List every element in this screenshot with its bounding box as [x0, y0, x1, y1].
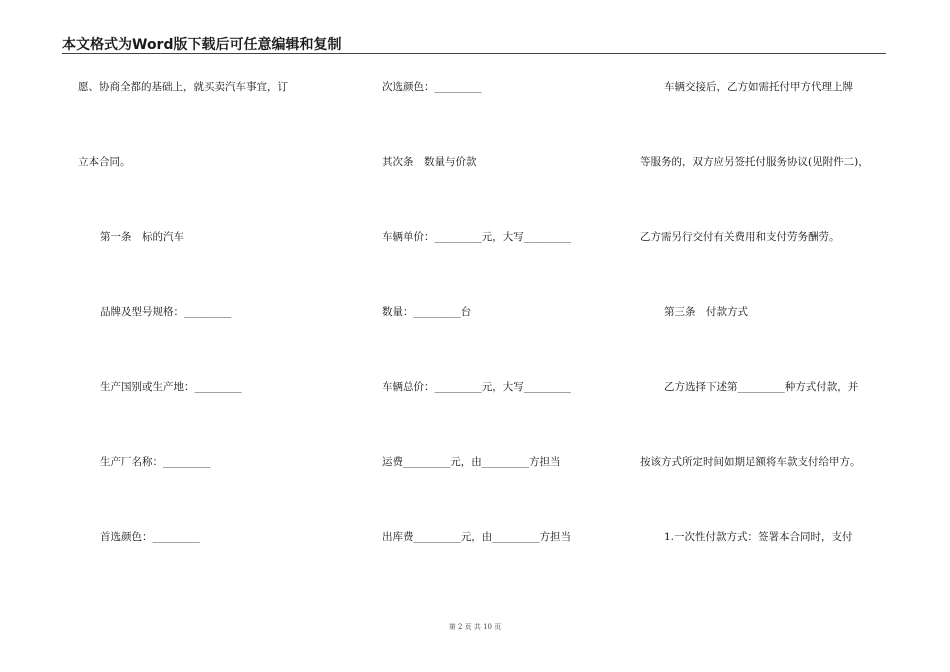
document-header-title: 本文格式为Word版下载后可任意编辑和复制	[62, 37, 342, 53]
section-heading: 其次条 数量与价款	[382, 156, 477, 168]
page-number: 第 2 页 共 10 页	[448, 623, 502, 631]
text-line: 等服务的，双方应另签托付服务协议(见附件二)，	[640, 156, 869, 168]
text-line: 车辆交接后，乙方如需托付甲方代理上牌	[664, 81, 853, 93]
text-line: 乙方选择下述第_________种方式付款，并	[664, 381, 859, 393]
text-line: 品牌及型号规格：_________	[100, 306, 232, 318]
text-line: 数量：_________台	[382, 306, 472, 318]
text-line: 愿、协商全都的基础上，就买卖汽车事宜，订	[78, 81, 288, 93]
text-line: 1.一次性付款方式：签署本合同时，支付	[664, 531, 853, 543]
text-line: 生产国别或生产地：_________	[100, 381, 242, 393]
text-line: 按该方式所定时间如期足额将车款支付给甲方。	[640, 456, 861, 468]
text-line: 车辆单价：_________元，大写_________	[382, 231, 571, 243]
text-line: 立本合同。	[78, 156, 131, 168]
text-line: 次选颜色：_________	[382, 81, 482, 93]
section-heading: 第三条 付款方式	[664, 306, 748, 318]
section-heading: 第一条 标的汽车	[100, 231, 184, 243]
text-line: 首选颜色：_________	[100, 531, 200, 543]
text-line: 生产厂名称：_________	[100, 456, 211, 468]
header-divider	[62, 53, 886, 54]
text-line: 乙方需另行交付有关费用和支付劳务酬劳。	[640, 231, 840, 243]
text-line: 车辆总价：_________元，大写_________	[382, 381, 571, 393]
text-line: 运费_________元，由_________方担当	[382, 456, 561, 468]
text-line: 出库费_________元，由_________方担当	[382, 531, 571, 543]
